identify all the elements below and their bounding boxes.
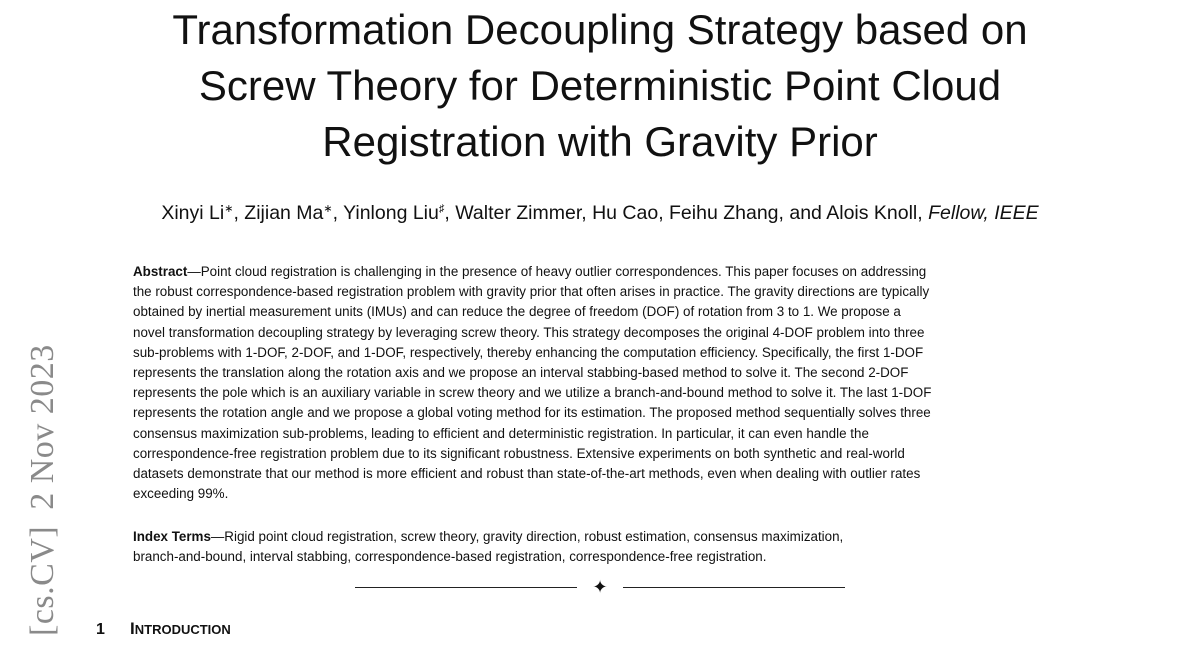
arxiv-category: [cs.CV] (24, 525, 61, 636)
divider-star-icon: ✦ (592, 577, 608, 598)
index-terms-line: Index Terms—Rigid point cloud registration, screw theory, gravity direction, robust estimation, consensus maximization, (133, 529, 844, 544)
title-line: Screw Theory for Deterministic Point Cloud (198, 62, 1002, 109)
section-number: 1 (96, 621, 105, 638)
abstract-line: represents the pole which is an auxiliary variable in screw theory and we utilize a branch-and-bound method to solve it. The last 1-DOF (133, 385, 932, 401)
abstract-line: novel transformation decoupling strategy by leveraging screw theory. This strategy decomposes the original 4-DOF problem into three (133, 324, 925, 340)
paper-title (100, 2, 1100, 170)
abstract-line: consensus maximization sub-problems, leading to efficient and deterministic registration. In particular, it can even handle the (133, 425, 869, 441)
index-terms-dash: — (210, 529, 225, 544)
section-title-initial: I (130, 619, 135, 638)
corresponding-author-mark: ♯ (438, 203, 445, 215)
index-terms (133, 527, 1073, 567)
title-line: Registration with Gravity Prior (322, 118, 878, 165)
abstract-line: Abstract—Point cloud registration is challenging in the presence of heavy outlier correspondences. This paper focuses on addressing (133, 264, 927, 279)
equal-contribution-mark: ∗ (323, 203, 333, 215)
section-divider (355, 577, 845, 599)
title-line: Transformation Decoupling Strategy based on (172, 6, 1028, 53)
abstract (133, 262, 1073, 504)
abstract-line: represents the rotation angle and we propose a global voting method for its estimation. The proposed method sequentially solves three (133, 405, 931, 421)
author-names-rest: , Walter Zimmer, Hu Cao, Feihu Zhang, and Alois Knoll, (444, 202, 923, 224)
divider-rule-left (355, 587, 577, 588)
abstract-label: Abstract (133, 264, 188, 279)
abstract-line: represents the translation along the rotation axis and we propose an interval stabbing-based method to solve it. The second 2-DOF (133, 365, 909, 381)
divider-rule-right (623, 587, 845, 588)
abstract-dash: — (187, 264, 201, 279)
abstract-line: datasets demonstrate that our method is more efficient and robust than state-of-the-art methods, even when dealing with outlier rates (133, 466, 921, 482)
section-heading (96, 618, 231, 641)
abstract-line: sub-problems with 1-DOF, 2-DOF, and 1-DOF, respectively, thereby enhancing the computation efficiency. Specifically, the first 1-DOF (133, 344, 924, 360)
section-title-rest: NTRODUCTION (134, 622, 231, 637)
author-name: Xinyi Li (161, 202, 225, 224)
arxiv-date: 2 Nov 2023 (24, 344, 61, 510)
author-name: Yinlong Liu (343, 202, 439, 224)
abstract-line: correspondence-free registration problem due to its significant robustness. Extensive experiments on both synthetic and real-world (133, 445, 905, 461)
abstract-line: exceeding 99%. (133, 486, 229, 502)
arxiv-side-stamp (26, 344, 60, 636)
author-title: Fellow, IEEE (928, 202, 1039, 224)
author-list: Xinyi Li∗, Zijian Ma∗, Yinlong Liu♯, Walter Zimmer, Hu Cao, Feihu Zhang, and Alois Knoll, Fellow, IEEE (161, 202, 1039, 224)
index-terms-label: Index Terms (133, 529, 211, 544)
abstract-line: obtained by inertial measurement units (IMUs) and can reduce the degree of freedom (DOF) of rotation from 3 to 1. We propose a (133, 304, 901, 320)
author-name: Zijian Ma (244, 202, 324, 224)
index-terms-line: branch-and-bound, interval stabbing, correspondence-based registration, correspondence-free registration. (133, 549, 767, 565)
abstract-line: the robust correspondence-based registration problem with gravity prior that often arises in practice. The gravity directions are typically (133, 284, 930, 300)
equal-contribution-mark: ∗ (224, 203, 234, 215)
